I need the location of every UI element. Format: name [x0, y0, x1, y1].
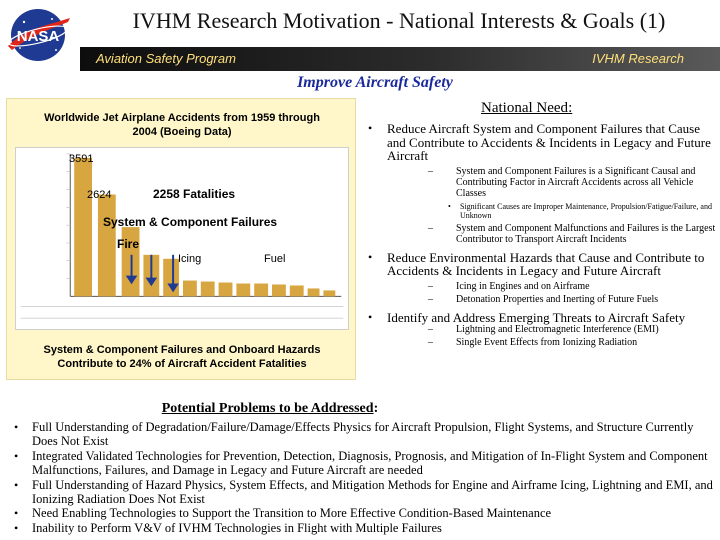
need-subsubitem: • Significant Causes are Improper Maintenance, Propulsion/Fatigue/Failure, and Unknown [448, 202, 716, 220]
header-band [80, 47, 720, 71]
research-label: IVHM Research [592, 51, 684, 66]
need-subitem: – System and Component Failures is a Significant Causal and Contributing Factor in Aircraft Accidents across all Vehicle Classes [428, 166, 716, 199]
need-subitem: – Icing in Engines and on Airframe [428, 281, 716, 292]
national-need-heading: National Need: [481, 100, 573, 116]
accident-chart-panel [6, 98, 356, 380]
need-item: • Reduce Aircraft System and Component Failures that Cause and Contribute to Accidents & Incidents in Legacy and Future Aircraft [368, 122, 716, 163]
need-subitem: – Detonation Properties and Inerting of Future Fuels [428, 294, 716, 305]
section-subtitle: Improve Aircraft Safety [297, 74, 453, 91]
need-subitem: – System and Component Malfunctions and Failures is the Largest Contributor to Transport Aircraft Incidents [428, 223, 716, 245]
problem-item: • Full Understanding of Degradation/Failure/Damage/Effects Physics for Aircraft Propulsion, Flight Systems, and Structure Currently Does Not Exist [14, 420, 714, 449]
need-item: • Reduce Environmental Hazards that Cause and Contribute to Accidents & Incidents in Legacy and Future Aircraft [368, 251, 716, 278]
problem-item: • Full Understanding of Hazard Physics, System Effects, and Mitigation Methods for Engine and Airframe Icing, Lightning and EMI, and Ionizing Radiation Does Not Exist [14, 478, 714, 507]
problem-item: • Inability to Perform V&V of IVHM Technologies in Flight with Multiple Failures [14, 521, 714, 535]
overlay-fire: Fire [117, 237, 140, 251]
problems-heading: Potential Problems to be Addressed: [161, 401, 379, 416]
need-subitem: – Lightning and Electromagnetic Interference (EMI) [428, 324, 716, 335]
overlay-count: 2624 [87, 189, 112, 201]
nasa-logo [4, 6, 74, 64]
chart-panel-title: Worldwide Jet Airplane Accidents from 1959 through 2004 (Boeing Data) [44, 112, 320, 138]
accident-chart-image [15, 147, 349, 330]
need-subitem: – Single Event Effects from Ionizing Radiation [428, 337, 716, 348]
need-item: • Identify and Address Emerging Threats to Aircraft Safety [368, 311, 716, 325]
svg-text:NASA: NASA [16, 28, 60, 45]
program-label: Aviation Safety Program [96, 51, 236, 66]
chart-caption: System & Component Failures and Onboard Hazards Contribute to 24% of Aircraft Accident Fatalities [43, 344, 321, 370]
overlay-total: 3591 [69, 153, 94, 165]
national-need-list [368, 120, 716, 348]
overlay-fuel: Fuel [264, 253, 286, 265]
problem-item: • Need Enabling Technologies to Support the Transition to More Effective Condition-Based Maintenance [14, 506, 714, 520]
overlay-fatalities: 2258 Fatalities [153, 187, 236, 201]
problem-item: • Integrated Validated Technologies for Prevention, Detection, Diagnosis, Prognosis, and Mitigation of In-Flight System and Component Malfunctions, Failures, and Damage in Legacy and Future Aircraft are needed [14, 449, 714, 478]
page-title: IVHM Research Motivation - National Interests & Goals (1) [132, 8, 666, 33]
overlay-system-failures: System & Component Failures [103, 215, 278, 229]
overlay-icing: Icing [178, 253, 202, 265]
problems-list [14, 420, 714, 535]
